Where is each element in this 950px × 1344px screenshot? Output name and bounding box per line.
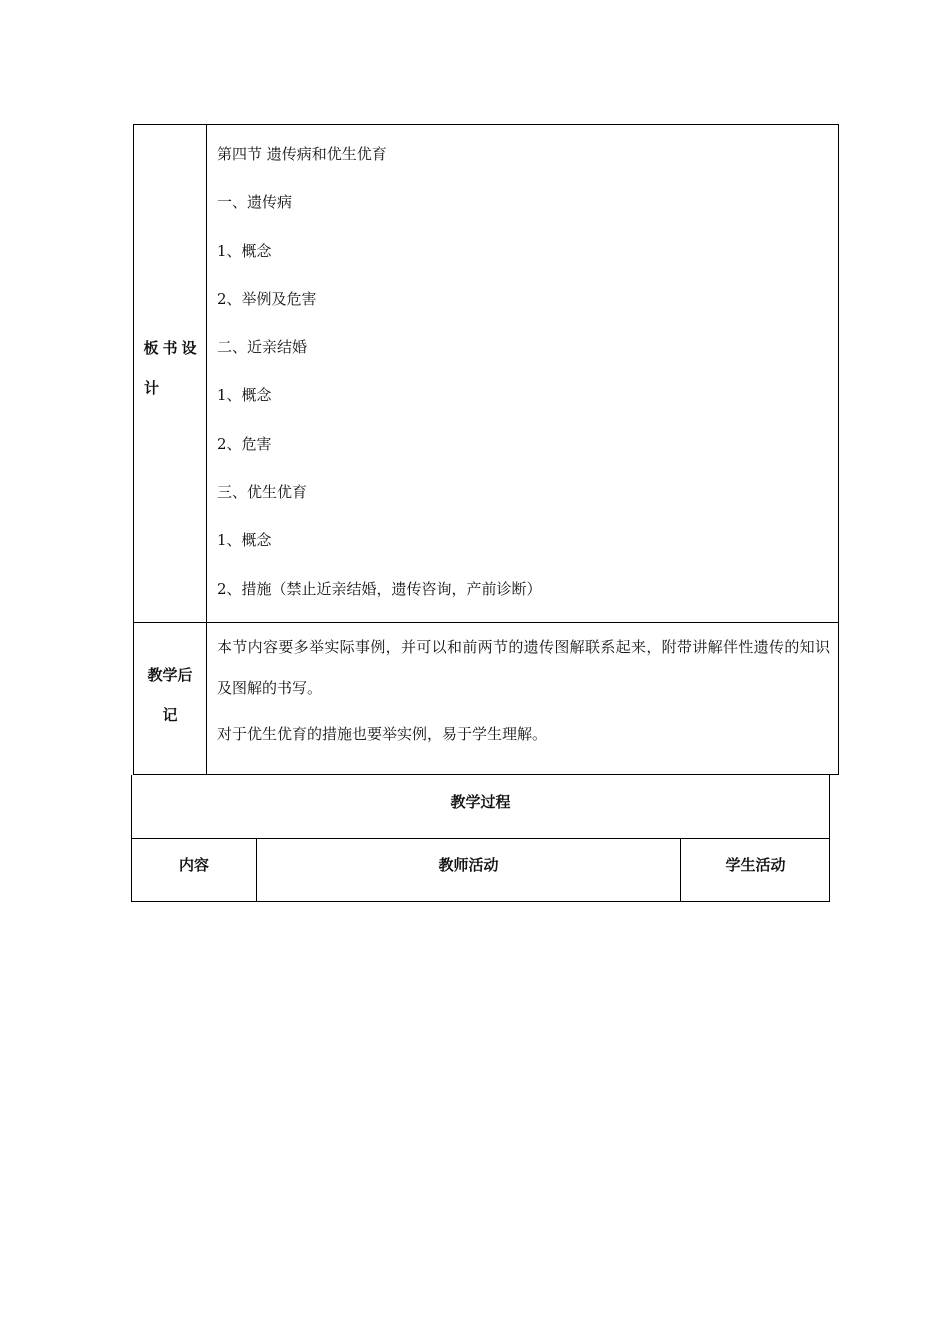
lesson-plan-table [133,124,839,775]
board-line: 1、概念 [217,386,272,405]
board-line: 2、危害 [217,434,272,453]
table-column-divider [206,125,207,774]
teaching-notes-paragraph: 对于优生优育的措施也要举实例，易于学生理解。 [217,725,548,743]
board-line: 2、举例及危害 [217,289,317,308]
teaching-process-table [131,775,830,902]
board-line: 1、概念 [217,531,272,550]
column-header-content: 内容 [178,856,209,874]
board-line: 二、近亲结婚 [217,338,308,357]
board-line: 2、措施（禁止近亲结婚，遗传咨询，产前诊断） [217,579,542,598]
board-design-label-line2: 计 [144,379,160,397]
teaching-notes-content [217,627,830,755]
teaching-process-title: 教学过程 [450,793,511,811]
board-line: 一、遗传病 [217,193,293,212]
teaching-notes-paragraph: 本节内容要多举实际事例，并可以和前两节的遗传图解联系起来，附带讲解伴性遗传的知识及图解的书写。 [217,638,830,697]
board-design-label [134,328,206,408]
board-design-content [217,130,830,613]
board-line: 三、优生优育 [217,483,308,502]
teaching-notes-label-line2: 记 [162,706,178,724]
teaching-notes-label-line1: 教学后 [147,666,193,684]
column-header-teacher-activity: 教师活动 [438,856,499,874]
teaching-notes-label [134,655,206,735]
board-design-label-line1: 板书设 [143,339,201,357]
table-row-divider [133,622,838,623]
column-header-student-activity: 学生活动 [725,856,786,874]
board-line: 第四节 遗传病和优生优育 [217,145,387,163]
board-line: 1、概念 [217,241,272,260]
